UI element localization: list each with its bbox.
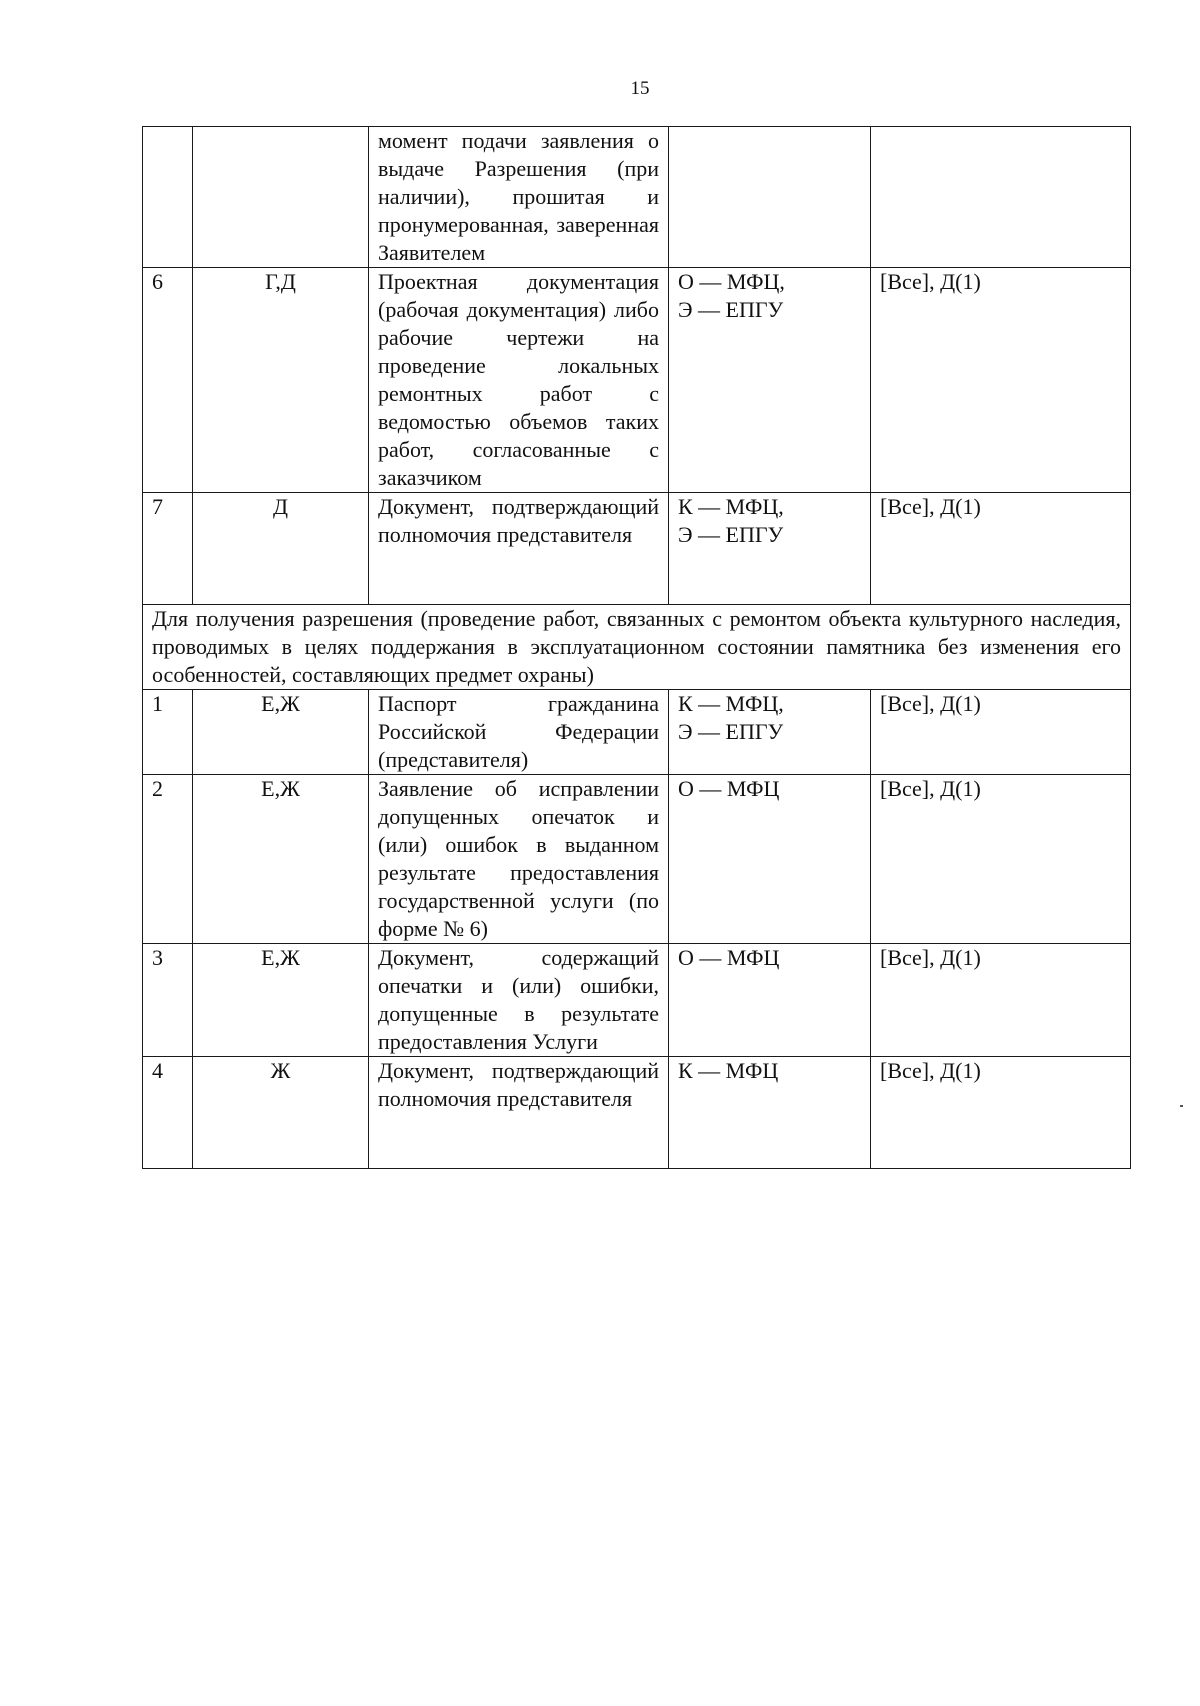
applicant-category: [Все], Д(1) xyxy=(871,944,1131,1057)
applicant-code: Е,Ж xyxy=(193,775,369,944)
applicant-code: Е,Ж xyxy=(193,690,369,775)
submission-channel: О — МФЦ xyxy=(669,775,871,944)
submission-channel xyxy=(669,127,871,268)
row-number: 6 xyxy=(143,268,193,493)
applicant-category xyxy=(871,127,1131,268)
row-number xyxy=(143,127,193,268)
applicant-code: Е,Ж xyxy=(193,944,369,1057)
submission-channel: О — МФЦ xyxy=(669,944,871,1057)
page-number: 15 xyxy=(630,78,650,99)
scan-speck xyxy=(1180,1105,1183,1107)
document-name: Документ, подтверждающий полномочия представителя xyxy=(369,493,669,605)
document-name: Документ, подтверждающий полномочия представителя xyxy=(369,1057,669,1169)
applicant-category: [Все], Д(1) xyxy=(871,493,1131,605)
applicant-code: Ж xyxy=(193,1057,369,1169)
row-number: 1 xyxy=(143,690,193,775)
submission-channel: К — МФЦ xyxy=(669,1057,871,1169)
documents-table xyxy=(142,126,1131,1169)
table-row xyxy=(143,493,1131,605)
document-name: Заявление об исправлении допущенных опечаток и (или) ошибок в выданном результате предоставления государственной услуги (по форме № 6) xyxy=(369,775,669,944)
applicant-code: Д xyxy=(193,493,369,605)
submission-channel: К — МФЦ, Э — ЕПГУ xyxy=(669,493,871,605)
document-name: Документ, содержащий опечатки и (или) ошибки, допущенные в результате предоставления Услуги xyxy=(369,944,669,1057)
document-name: Проектная документация (рабочая документация) либо рабочие чертежи на проведение локальных ремонтных работ с ведомостью объемов таких работ, согласованные с заказчиком xyxy=(369,268,669,493)
row-number: 7 xyxy=(143,493,193,605)
table-row xyxy=(143,268,1131,493)
section-header: Для получения разрешения (проведение работ, связанных с ремонтом объекта культурного наследия, проводимых в целях поддержания в эксплуатационном состоянии памятника без изменения его особенностей, составляющих предмет охраны) xyxy=(143,605,1131,690)
applicant-category: [Все], Д(1) xyxy=(871,775,1131,944)
applicant-code xyxy=(193,127,369,268)
applicant-category: [Все], Д(1) xyxy=(871,690,1131,775)
table-row xyxy=(143,1057,1131,1169)
row-number: 4 xyxy=(143,1057,193,1169)
section-header-row xyxy=(143,605,1131,690)
submission-channel: К — МФЦ, Э — ЕПГУ xyxy=(669,690,871,775)
document-name: Паспорт гражданина Российской Федерации (представителя) xyxy=(369,690,669,775)
table-row xyxy=(143,127,1131,268)
table-row xyxy=(143,775,1131,944)
table-row xyxy=(143,690,1131,775)
applicant-category: [Все], Д(1) xyxy=(871,268,1131,493)
document-name: момент подачи заявления о выдаче Разрешения (при наличии), прошитая и пронумерованная, заверенная Заявителем xyxy=(369,127,669,268)
applicant-category: [Все], Д(1) xyxy=(871,1057,1131,1169)
row-number: 2 xyxy=(143,775,193,944)
table-row xyxy=(143,944,1131,1057)
row-number: 3 xyxy=(143,944,193,1057)
submission-channel: О — МФЦ, Э — ЕПГУ xyxy=(669,268,871,493)
applicant-code: Г,Д xyxy=(193,268,369,493)
